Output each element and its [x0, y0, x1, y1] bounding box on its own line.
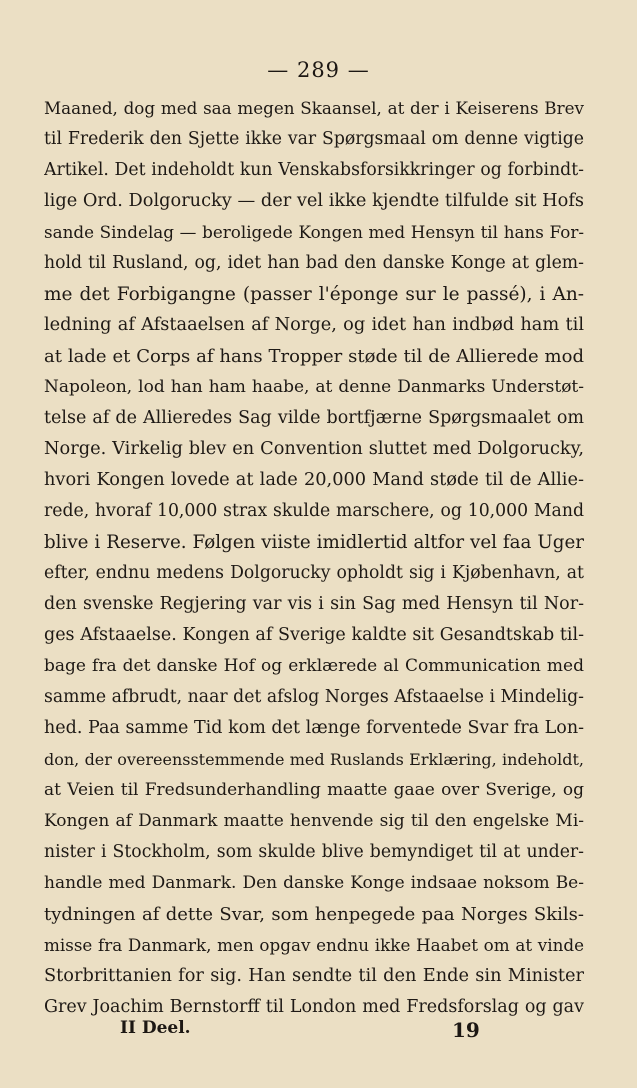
text-line: samme afbrudt, naar det afslog Norges Afstaaelse i Mindelig-	[44, 687, 584, 707]
text-line: me det Forbigangne (passer l'éponge sur le passé), i An-	[44, 284, 584, 305]
text-line: til Frederik den Sjette ikke var Spørgsmaal om denne vigtige	[44, 129, 584, 149]
text-line: Grev Joachim Bernstorff til London med Fredsforslag og gav	[44, 997, 584, 1017]
text-line: efter, endnu medens Dolgorucky opholdt sig i Kjøbenhavn, at	[44, 563, 584, 583]
text-line: Napoleon, lod han ham haabe, at denne Danmarks Understøt-	[44, 377, 584, 397]
text-line: don, der overeensstemmende med Ruslands Erklæring, indeholdt,	[44, 750, 584, 769]
text-line: at Veien til Fredsunderhandling maatte gaae over Sverige, og	[44, 780, 584, 800]
text-line: misse fra Danmark, men opgav endnu ikke Haabet om at vinde	[44, 935, 584, 955]
text-line: tydningen af dette Svar, som henpegede paa Norges Skils-	[44, 904, 584, 925]
sheet-number: 19	[452, 1018, 480, 1042]
text-line: Kongen af Danmark maatte henvende sig til den engelske Mi-	[44, 811, 584, 831]
text-line: hed. Paa samme Tid kom det længe forventede Svar fra Lon-	[44, 718, 584, 738]
text-line: at lade et Corps af hans Tropper støde til de Allierede mod	[44, 346, 584, 367]
text-line: sande Sindelag — beroligede Kongen med Hensyn til hans For-	[44, 222, 584, 242]
page-footer	[0, 1018, 637, 1048]
page-number-header: — 289 —	[267, 58, 370, 82]
text-line: hvori Kongen lovede at lade 20,000 Mand støde til de Allie-	[44, 470, 584, 490]
text-line: ledning af Afstaaelsen af Norge, og idet han indbød ham til	[44, 315, 584, 335]
body-text	[44, 93, 584, 1023]
text-line: hold til Rusland, og, idet han bad den danske Konge at glem-	[44, 253, 584, 273]
text-line: nister i Stockholm, som skulde blive bemyndiget til at under-	[44, 842, 584, 862]
text-line: Storbrittanien for sig. Han sendte til den Ende sin Minister	[44, 966, 584, 986]
text-line: den svenske Regjering var vis i sin Sag med Hensyn til Nor-	[44, 594, 584, 614]
signature-mark: II Deel.	[120, 1018, 191, 1038]
text-line: rede, hvoraf 10,000 strax skulde marschere, og 10,000 Mand	[44, 501, 584, 521]
text-line: lige Ord. Dolgorucky — der vel ikke kjendte tilfulde sit Hofs	[44, 191, 584, 211]
text-line: Norge. Virkelig blev en Convention sluttet med Dolgorucky,	[44, 439, 584, 459]
text-line: ges Afstaaelse. Kongen af Sverige kaldte sit Gesandtskab til-	[44, 625, 584, 645]
text-line: handle med Danmark. Den danske Konge indsaae noksom Be-	[44, 873, 584, 893]
text-line: blive i Reserve. Følgen viiste imidlertid altfor vel faa Uger	[44, 532, 584, 553]
text-line: Artikel. Det indeholdt kun Venskabsforsikkringer og forbindt-	[44, 160, 584, 180]
text-line: bage fra det danske Hof og erklærede al Communication med	[44, 656, 584, 676]
text-line: telse af de Allieredes Sag vilde bortfjærne Spørgsmaalet om	[44, 408, 584, 428]
text-line: Maaned, dog med saa megen Skaansel, at der i Keiserens Brev	[44, 98, 584, 118]
